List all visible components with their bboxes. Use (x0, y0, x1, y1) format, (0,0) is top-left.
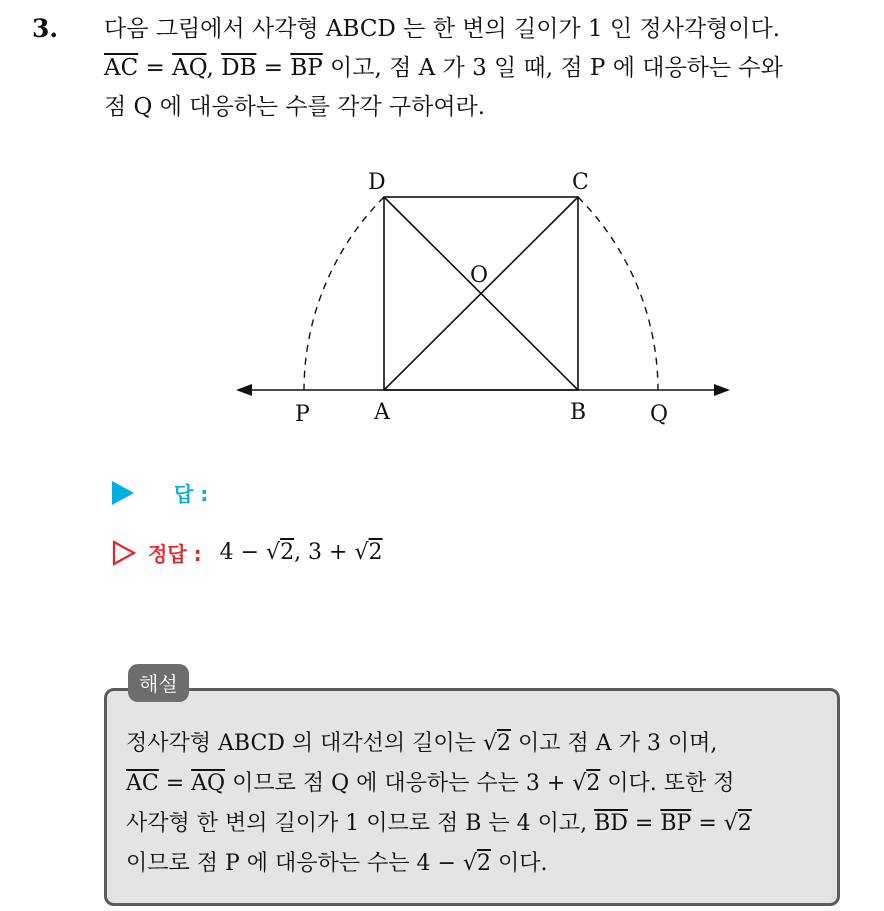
radicand: 2 (476, 851, 491, 876)
segment-ac: $\overline{AC}$ (104, 55, 139, 81)
solution-text-part: 이므로 점 Q 에 대응하는 수는 3 + (225, 771, 573, 796)
number-line-left-arrow-icon (236, 384, 252, 396)
correct-answer-label: 정답 : (148, 542, 202, 566)
segment-bp: $\overline{BP}$ (290, 55, 323, 81)
question-line-3: 점 Q 에 대응하는 수를 각각 구하여라. (104, 94, 486, 120)
sqrt-expression: √2 (482, 731, 511, 756)
sqrt-expression: √2 (266, 540, 295, 565)
segment-ac: $\overline{AC}$ (126, 771, 159, 796)
solution-text-part: 이고 점 A 가 3 이며, (510, 731, 718, 756)
solution-line-2 (126, 764, 836, 804)
equals-sign: = (627, 811, 661, 836)
equals-sign: = (158, 771, 192, 796)
solution-badge: 해설 (128, 664, 189, 702)
sqrt-expression: √2 (572, 771, 601, 796)
sqrt-expression: √2 (723, 811, 752, 836)
solution-text-part: 사각형 한 변의 길이가 1 이므로 점 B 는 4 이고, (126, 811, 595, 836)
segment-db: $\overline{DB}$ (221, 55, 257, 81)
sqrt-expression: √2 (354, 540, 383, 565)
solution-text-part: 정사각형 ABCD 의 대각선의 길이는 (126, 731, 483, 756)
question-line-1: 다음 그림에서 사각형 ABCD 는 한 변의 길이가 1 인 정사각형이다. (104, 16, 781, 42)
question-number: 3. (32, 14, 59, 43)
correct-answer-value (220, 540, 383, 565)
radicand: 2 (280, 540, 295, 565)
label-o: O (470, 263, 489, 288)
label-c: C (572, 170, 589, 195)
correct-answer-row (112, 538, 383, 567)
play-icon (112, 481, 134, 505)
segment-bd: $\overline{BD}$ (594, 811, 628, 836)
answer-part: 4 − (219, 540, 267, 565)
radicand: 2 (737, 811, 752, 836)
solution-line-4 (126, 844, 836, 884)
segment-bp: $\overline{BP}$ (660, 811, 692, 836)
segment-aq: $\overline{AQ}$ (172, 55, 207, 81)
label-p: P (295, 402, 310, 427)
label-q: Q (650, 402, 669, 427)
arc-c-to-q (578, 197, 658, 390)
answer-label: 답 : (174, 482, 209, 506)
solution-text-part: 이다. 또한 정 (600, 771, 735, 796)
radicand: 2 (586, 771, 601, 796)
solution-text-part: 이다. (490, 851, 548, 876)
arc-d-to-p (304, 197, 384, 390)
question-line-2-rest: 이고, 점 A 가 3 일 때, 점 P 에 대응하는 수와 (322, 55, 783, 81)
label-d: D (368, 170, 386, 195)
answer-part: , 3 + (294, 540, 355, 565)
label-b: B (570, 400, 587, 425)
solution-line-3 (126, 804, 836, 844)
label-a: A (374, 400, 390, 425)
solution-line-1 (126, 724, 836, 764)
equals-sign: = (256, 55, 291, 81)
equals-sign: = (138, 55, 173, 81)
solution-text-part: 이므로 점 P 에 대응하는 수는 4 − (126, 851, 463, 876)
number-line-right-arrow-icon (714, 384, 730, 396)
radicand: 2 (368, 540, 383, 565)
comma: , (206, 55, 222, 81)
solution-text (126, 724, 836, 884)
segment-aq: $\overline{AQ}$ (191, 771, 226, 796)
outline-play-icon (112, 540, 136, 566)
radicand: 2 (496, 731, 511, 756)
equals-sign: = (691, 811, 724, 836)
answer-row (112, 478, 208, 507)
sqrt-expression: √2 (462, 851, 491, 876)
